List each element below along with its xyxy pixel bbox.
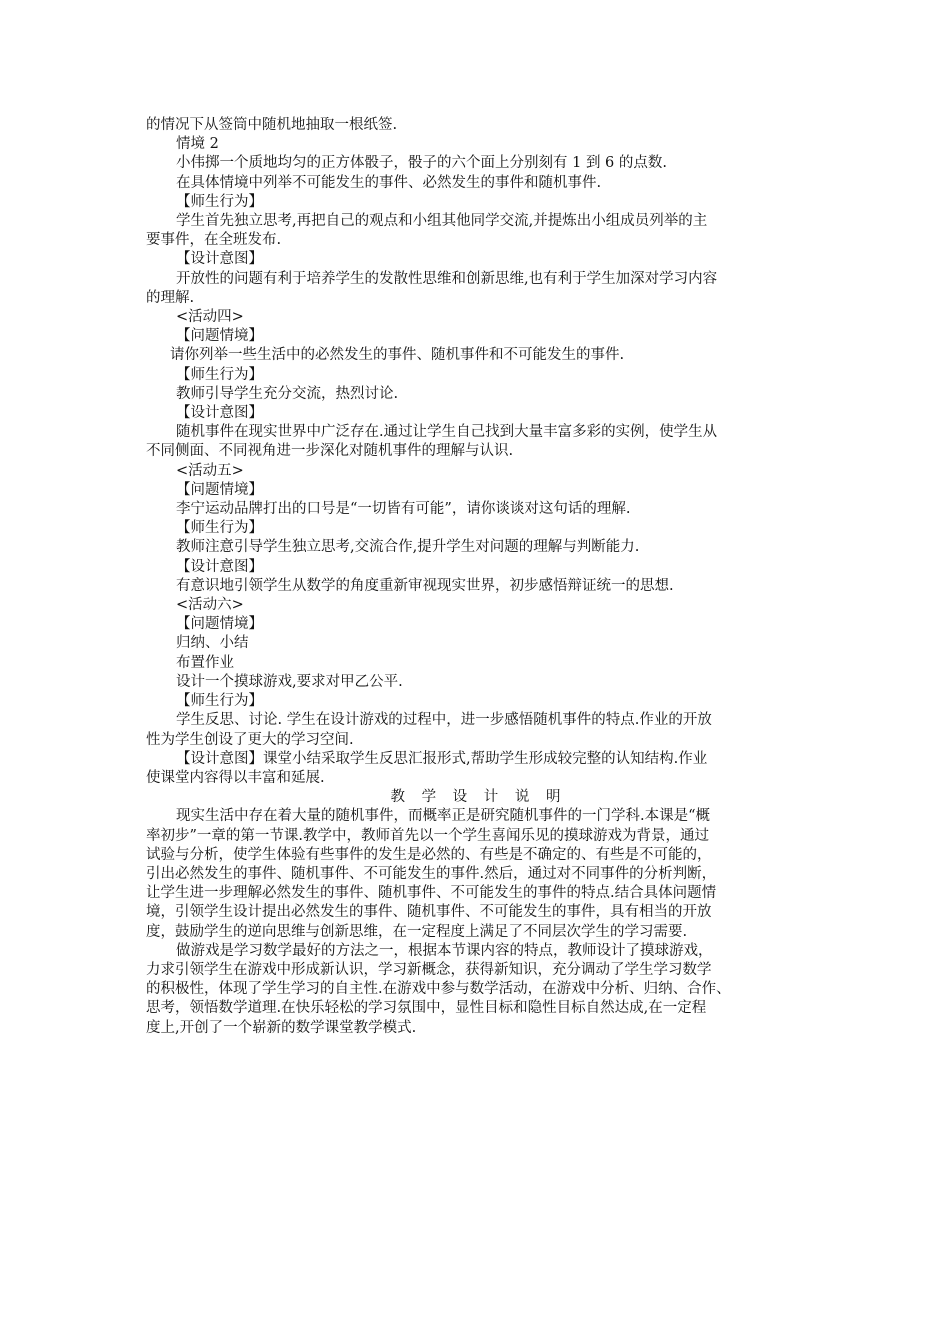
text-line: 境，引领学生设计提出必然发生的事件、随机事件、不可能发生的事件，具有相当的开放 [146,904,712,921]
section-label: 【设计意图】 [176,251,263,268]
text-line: 要事件，在全班发布. [146,232,282,249]
text-line: 让学生进一步理解必然发生的事件、随机事件、不可能发生的事件的特点.结合具体问题情 [146,885,717,902]
text-line: 度，鼓励学生的逆向思维与创新思维，在一定程度上满足了不同层次学生的学习需要. [146,923,688,940]
section-title: 教 学 设 计 说 明 [390,789,567,806]
text-line: 度上,开创了一个崭新的数学课堂教学模式. [146,1019,417,1036]
section-label: 【师生行为】 [176,693,263,710]
section-label: 【设计意图】 [176,558,263,575]
section-label: 【师生行为】 [176,193,263,210]
scenario-label: 情境 2 [176,136,219,153]
section-label: 【问题情境】 [176,616,263,633]
activity-label: <活动四> [176,309,244,326]
text-line: 的积极性，体现了学生学习的自主性.在游戏中参与数学活动，在游戏中分析、归纳、合作、 [146,981,731,998]
text-line: 李宁运动品牌打出的口号是“一切皆有可能”，请你谈谈对这句话的理解. [176,501,631,518]
text-line: 归纳、小结 [176,635,249,652]
text-line: 开放性的问题有利于培养学生的发散性思维和创新思维,也有利于学生加深对学习内容 [176,270,718,287]
text-line: 有意识地引领学生从数学的角度重新审视现实世界，初步感悟辩证统一的思想. [176,577,674,594]
text-line: 做游戏是学习数学最好的方法之一，根据本节课内容的特点，教师设计了摸球游戏， [176,942,713,959]
text-line: 思考，领悟数学道理.在快乐轻松的学习氛围中，显性目标和隐性目标自然达成,在一定程 [146,1000,707,1017]
text-line: 使课堂内容得以丰富和延展. [146,769,325,786]
document-body [146,116,811,1038]
text-line: 随机事件在现实世界中广泛存在.通过让学生自己找到大量丰富多彩的实例，使学生从 [176,424,718,441]
text-line: 力求引领学生在游戏中形成新认识，学习新概念，获得新知识，充分调动了学生学习数学 [146,961,712,978]
text-line: 请你列举一些生活中的必然发生的事件、随机事件和不可能发生的事件. [170,347,625,364]
section-label: 【问题情境】 [176,328,263,345]
text-line: 学生反思、讨论. 学生在设计游戏的过程中，进一步感悟随机事件的特点.作业的开放 [176,712,712,729]
section-label: 【问题情境】 [176,481,263,498]
text-line: 的理解. [146,289,195,306]
activity-label: <活动五> [176,462,244,479]
section-label: 【设计意图】 [176,405,263,422]
text-line: 的情况下从签筒中随机地抽取一根纸签. [146,117,398,133]
text-line: 【设计意图】课堂小结采取学生反思汇报形式,帮助学生形成较完整的认知结构.作业 [176,750,708,767]
text-line: 设计一个摸球游戏,要求对甲乙公平. [176,673,403,690]
text-line: 现实生活中存在着大量的随机事件，而概率正是研究随机事件的一门学科.本课是“概 [176,808,711,825]
text-line: 率初步”一章的第一节课.教学中，教师首先以一个学生喜闻乐见的摸球游戏为背景，通过 [146,827,710,844]
text-line: 布置作业 [176,654,234,671]
text-line: 教师引导学生充分交流，热烈讨论. [176,385,399,402]
text-line: 试验与分析，使学生体验有些事件的发生是必然的、有些是不确定的、有些是不可能的， [146,846,712,863]
text-line: 教师注意引导学生独立思考,交流合作,提升学生对问题的理解与判断能力. [176,539,640,556]
text-line: 小伟掷一个质地均匀的正方体骰子，骰子的六个面上分别刻有 1 到 6 的点数. [176,155,667,172]
section-label: 【师生行为】 [176,366,263,383]
section-label: 【师生行为】 [176,520,263,537]
text-line: 不同侧面、不同视角进一步深化对随机事件的理解与认识. [146,443,514,460]
text-line: 在具体情境中列举不可能发生的事件、必然发生的事件和随机事件. [176,174,602,191]
text-line: 引出必然发生的事件、随机事件、不可能发生的事件.然后，通过对不同事件的分析判断， [146,865,717,882]
activity-label: <活动六> [176,597,244,614]
text-line: 学生首先独立思考,再把自己的观点和小组其他同学交流,并提炼出小组成员列举的主 [176,213,708,230]
text-line: 性为学生创设了更大的学习空间. [146,731,354,748]
